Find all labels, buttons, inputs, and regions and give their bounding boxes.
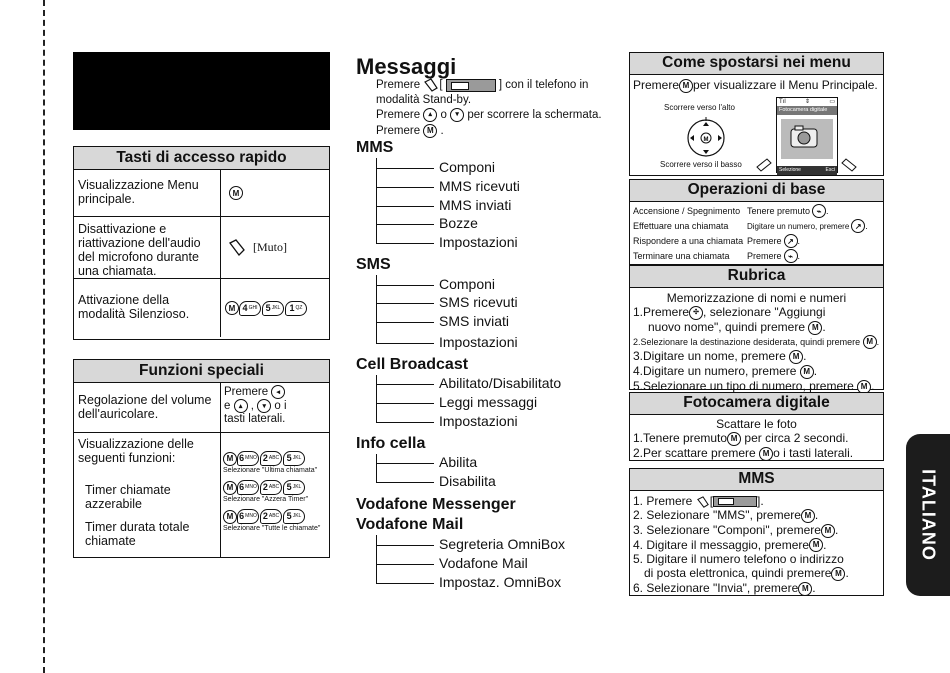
menu-item: SMS ricevuti bbox=[439, 294, 518, 310]
m-key-icon: M bbox=[863, 335, 877, 349]
softkey-icon bbox=[696, 496, 710, 508]
key-2-icon: 2 ABC bbox=[260, 480, 282, 495]
mute-label: [Muto] bbox=[253, 240, 287, 254]
timer1-text: Timer chiamate azzerabile bbox=[85, 483, 171, 511]
m-key-icon: M bbox=[759, 447, 773, 461]
up-nav-icon: ▴ bbox=[234, 399, 248, 413]
down-nav-icon: ▾ bbox=[257, 399, 271, 413]
m-key-icon: M bbox=[821, 524, 835, 538]
quick-keys-title: Tasti di accesso rapido bbox=[74, 147, 329, 170]
up-nav-icon: ▴ bbox=[423, 108, 437, 122]
navigation-title: Come spostarsi nei menu bbox=[630, 53, 883, 75]
m-key-icon: M bbox=[229, 186, 243, 200]
language-label: ITALIANO bbox=[918, 469, 939, 561]
list-item: 1.Tenere premuto M per circa 2 secondi. bbox=[633, 431, 849, 445]
m-key-icon: M bbox=[679, 79, 693, 93]
language-tab bbox=[906, 434, 950, 596]
menu-item: Bozze bbox=[439, 215, 478, 231]
list-item: Terminare una chiamata Premere ⌁ . bbox=[633, 251, 801, 261]
list-item: Accensione / Spegnimento Tenere premuto ⌁ . bbox=[633, 206, 829, 216]
key-5-icon: 5 JKL bbox=[262, 301, 284, 316]
row-text: Visualizzazione Menu principale. bbox=[74, 170, 221, 216]
intro-line-2: modalità Stand-by. bbox=[376, 94, 472, 106]
special-functions-table bbox=[73, 359, 330, 558]
camera-title: Fotocamera digitale bbox=[630, 393, 883, 415]
key-4-icon: 4 GHI bbox=[239, 301, 261, 316]
menu-item: Leggi messaggi bbox=[439, 394, 538, 410]
list-item: 2.Per scattare premere M o i tasti laterali. bbox=[633, 445, 854, 460]
basic-ops-title: Operazioni di base bbox=[630, 180, 883, 202]
m-key-icon: M bbox=[223, 452, 237, 466]
messages-title: Messaggi bbox=[356, 54, 457, 79]
send-key-icon: ↗ bbox=[784, 234, 798, 248]
special-functions-title: Funzioni speciali bbox=[74, 360, 329, 383]
list-item: 1.Premere ✣ , selezionare "Aggiungi bbox=[633, 305, 826, 319]
power-key-icon: ⌁ bbox=[812, 204, 826, 218]
table-row bbox=[74, 170, 329, 217]
left-softkey-icon bbox=[755, 157, 773, 173]
key-5-icon: 5 JKL bbox=[283, 480, 305, 495]
menu-item: Componi bbox=[439, 276, 496, 292]
phone-key-icon bbox=[227, 238, 247, 258]
navigation-box bbox=[629, 52, 884, 176]
select-hint: Selezionare "Ultima chiamata" bbox=[223, 467, 318, 474]
select-hint: Selezionare "Tutte le chiamate" bbox=[223, 525, 321, 532]
screen-left-softkey: Selezione bbox=[779, 167, 801, 173]
svg-text:M: M bbox=[703, 137, 709, 143]
press-label: Premere bbox=[224, 386, 269, 399]
menu-item: Impostazioni bbox=[439, 413, 518, 429]
list-item: 4. Digitare il messaggio, premere M . bbox=[633, 537, 827, 552]
key-2-icon: 2 ABC bbox=[260, 451, 282, 466]
menu-item: Segreteria OmniBox bbox=[439, 536, 566, 552]
key-6-icon: 6 MNO bbox=[237, 451, 259, 466]
list-item: 1. Premere [ ]. bbox=[633, 494, 764, 508]
list-item: 2.Selezionare la destinazione desiderata, quindi premere M . bbox=[630, 335, 883, 350]
camera-subtitle: Scattare le foto bbox=[716, 417, 797, 431]
envelope-softkey-icon bbox=[713, 496, 757, 507]
table-row: Regolazione del volume dell'auricolare. Premere ◂ e ▴ , ▾ o i tasti laterali. bbox=[74, 383, 329, 433]
end-key-icon: ⌁ bbox=[784, 249, 798, 263]
phone-screen: Tıl ⇕ ▭ Fotocamera digitale Selezione Esci bbox=[776, 97, 838, 173]
m-key-icon: M bbox=[831, 567, 845, 581]
menu-item: SMS inviati bbox=[439, 313, 510, 329]
side-keys-label: tasti laterali. bbox=[224, 413, 286, 426]
intro-line-4: Premere M . bbox=[376, 125, 444, 138]
tree-line bbox=[376, 158, 377, 243]
scroll-down-label: Scorrere verso il basso bbox=[660, 160, 742, 169]
list-item: 3.Digitare un nome, premere M . bbox=[633, 349, 807, 364]
screen-title: Fotocamera digitale bbox=[777, 106, 837, 115]
and-label: e bbox=[224, 400, 231, 413]
list-item: Effettuare una chiamata Digitare un numero, premere ↗ . bbox=[633, 221, 868, 231]
menu-item: Impostaz. OmniBox bbox=[439, 574, 562, 590]
key-2-icon: 2 ABC bbox=[260, 509, 282, 524]
select-hint: Selezionare "Azzera Timer" bbox=[223, 496, 309, 503]
cb-section-title: Cell Broadcast bbox=[356, 356, 469, 373]
list-item: nuovo nome", quindi premere M . bbox=[648, 319, 826, 334]
menu-item: MMS inviati bbox=[439, 197, 512, 213]
timer2-text: Timer durata totale chiamate bbox=[85, 520, 190, 548]
softkey-icon bbox=[423, 78, 439, 92]
menu-item: Componi bbox=[439, 159, 496, 175]
nav-key-icon: ✣ bbox=[689, 306, 703, 320]
left-nav-icon: ◂ bbox=[271, 385, 285, 399]
sms-section-title: SMS bbox=[356, 256, 391, 273]
m-key-icon: M bbox=[857, 380, 871, 394]
row-text: Attivazione della modalità Silenzioso. bbox=[74, 279, 221, 337]
menu-item: Impostazioni bbox=[439, 334, 518, 350]
messenger-title: Vodafone Messenger bbox=[356, 496, 516, 513]
phonebook-box bbox=[629, 265, 884, 393]
table-row bbox=[74, 433, 329, 557]
mms-title: MMS bbox=[630, 469, 883, 491]
screen-right-softkey: Esci bbox=[825, 167, 835, 173]
row-text: Disattivazione e riattivazione dell'audio del microfono durante una chiamata. bbox=[74, 217, 221, 278]
row-text: Regolazione del volume dell'auricolare. bbox=[74, 383, 221, 432]
phonebook-subtitle: Memorizzazione di nomi e numeri bbox=[666, 291, 847, 305]
table-row bbox=[74, 217, 329, 279]
intro-line-1: Premere [ ] con il telefono in bbox=[376, 79, 589, 92]
info-section-title: Info cella bbox=[356, 435, 426, 452]
key-6-icon: 6 MNO bbox=[237, 509, 259, 524]
mms-box bbox=[629, 468, 884, 596]
intro-line-3: Premere ▴ o ▾ per scorrere la schermata. bbox=[376, 109, 602, 122]
right-softkey-icon bbox=[840, 157, 858, 173]
camera-box bbox=[629, 392, 884, 461]
list-item: 3. Selezionare "Componi", premere M . bbox=[633, 522, 839, 537]
key-5-icon: 5 JKL bbox=[283, 451, 305, 466]
phonebook-title: Rubrica bbox=[630, 266, 883, 288]
list-item: 4.Digitare un numero, premere M . bbox=[633, 364, 818, 379]
key-5-icon: 5 JKL bbox=[283, 509, 305, 524]
m-key-icon: M bbox=[225, 301, 239, 315]
menu-item: Abilitato/Disabilitato bbox=[439, 375, 562, 391]
envelope-softkey-icon bbox=[446, 79, 496, 92]
display-text: Visualizzazione delle seguenti funzioni: bbox=[78, 437, 194, 465]
list-item: 2. Selezionare "MMS", premere M . bbox=[633, 508, 819, 522]
scroll-up-label: Scorrere verso l'alto bbox=[664, 103, 735, 112]
menu-item: Vodafone Mail bbox=[439, 555, 528, 571]
m-key-icon: M bbox=[223, 481, 237, 495]
mail-section-title: Vodafone Mail bbox=[356, 516, 464, 533]
down-nav-icon: ▾ bbox=[450, 108, 464, 122]
menu-item: Disabilita bbox=[439, 473, 496, 489]
list-item: 5. Digitare il numero telefono o indirizzo bbox=[633, 552, 844, 567]
navigation-line: Premere M per visualizzare il Menu Principale. bbox=[633, 78, 878, 92]
m-key-icon: M bbox=[423, 124, 437, 138]
m-key-icon: M bbox=[801, 509, 815, 523]
list-item: 5.Selezionare un tipo di numero, premere M . bbox=[633, 378, 875, 393]
menu-item: MMS ricevuti bbox=[439, 178, 520, 194]
cut-line bbox=[43, 0, 45, 673]
quick-keys-table bbox=[73, 146, 330, 340]
m-key-icon: M bbox=[798, 582, 812, 596]
m-key-icon: M bbox=[800, 365, 814, 379]
menu-item: Abilita bbox=[439, 454, 478, 470]
key-6-icon: 6 MNO bbox=[237, 480, 259, 495]
m-key-icon: M bbox=[727, 432, 741, 446]
send-key-icon: ↗ bbox=[851, 219, 865, 233]
or-label: o i bbox=[274, 400, 287, 413]
list-item: Rispondere a una chiamata Premere ↗ . bbox=[633, 236, 801, 246]
menu-item: Impostazioni bbox=[439, 234, 518, 250]
mms-section-title: MMS bbox=[356, 139, 394, 156]
table-row bbox=[74, 279, 329, 337]
list-item: di posta elettronica, quindi premere M . bbox=[644, 566, 849, 581]
camera-icon bbox=[777, 115, 837, 161]
m-key-icon: M bbox=[809, 538, 823, 552]
basic-ops-box bbox=[629, 179, 884, 265]
m-key-icon: M bbox=[789, 350, 803, 364]
nav-key-icon bbox=[686, 117, 726, 159]
m-key-icon: M bbox=[223, 510, 237, 524]
list-item: 6. Selezionare "Invia", premere M . bbox=[633, 581, 816, 596]
black-header-block bbox=[73, 52, 330, 130]
m-key-icon: M bbox=[808, 321, 822, 335]
key-1-icon: 1 QZ bbox=[285, 301, 307, 316]
